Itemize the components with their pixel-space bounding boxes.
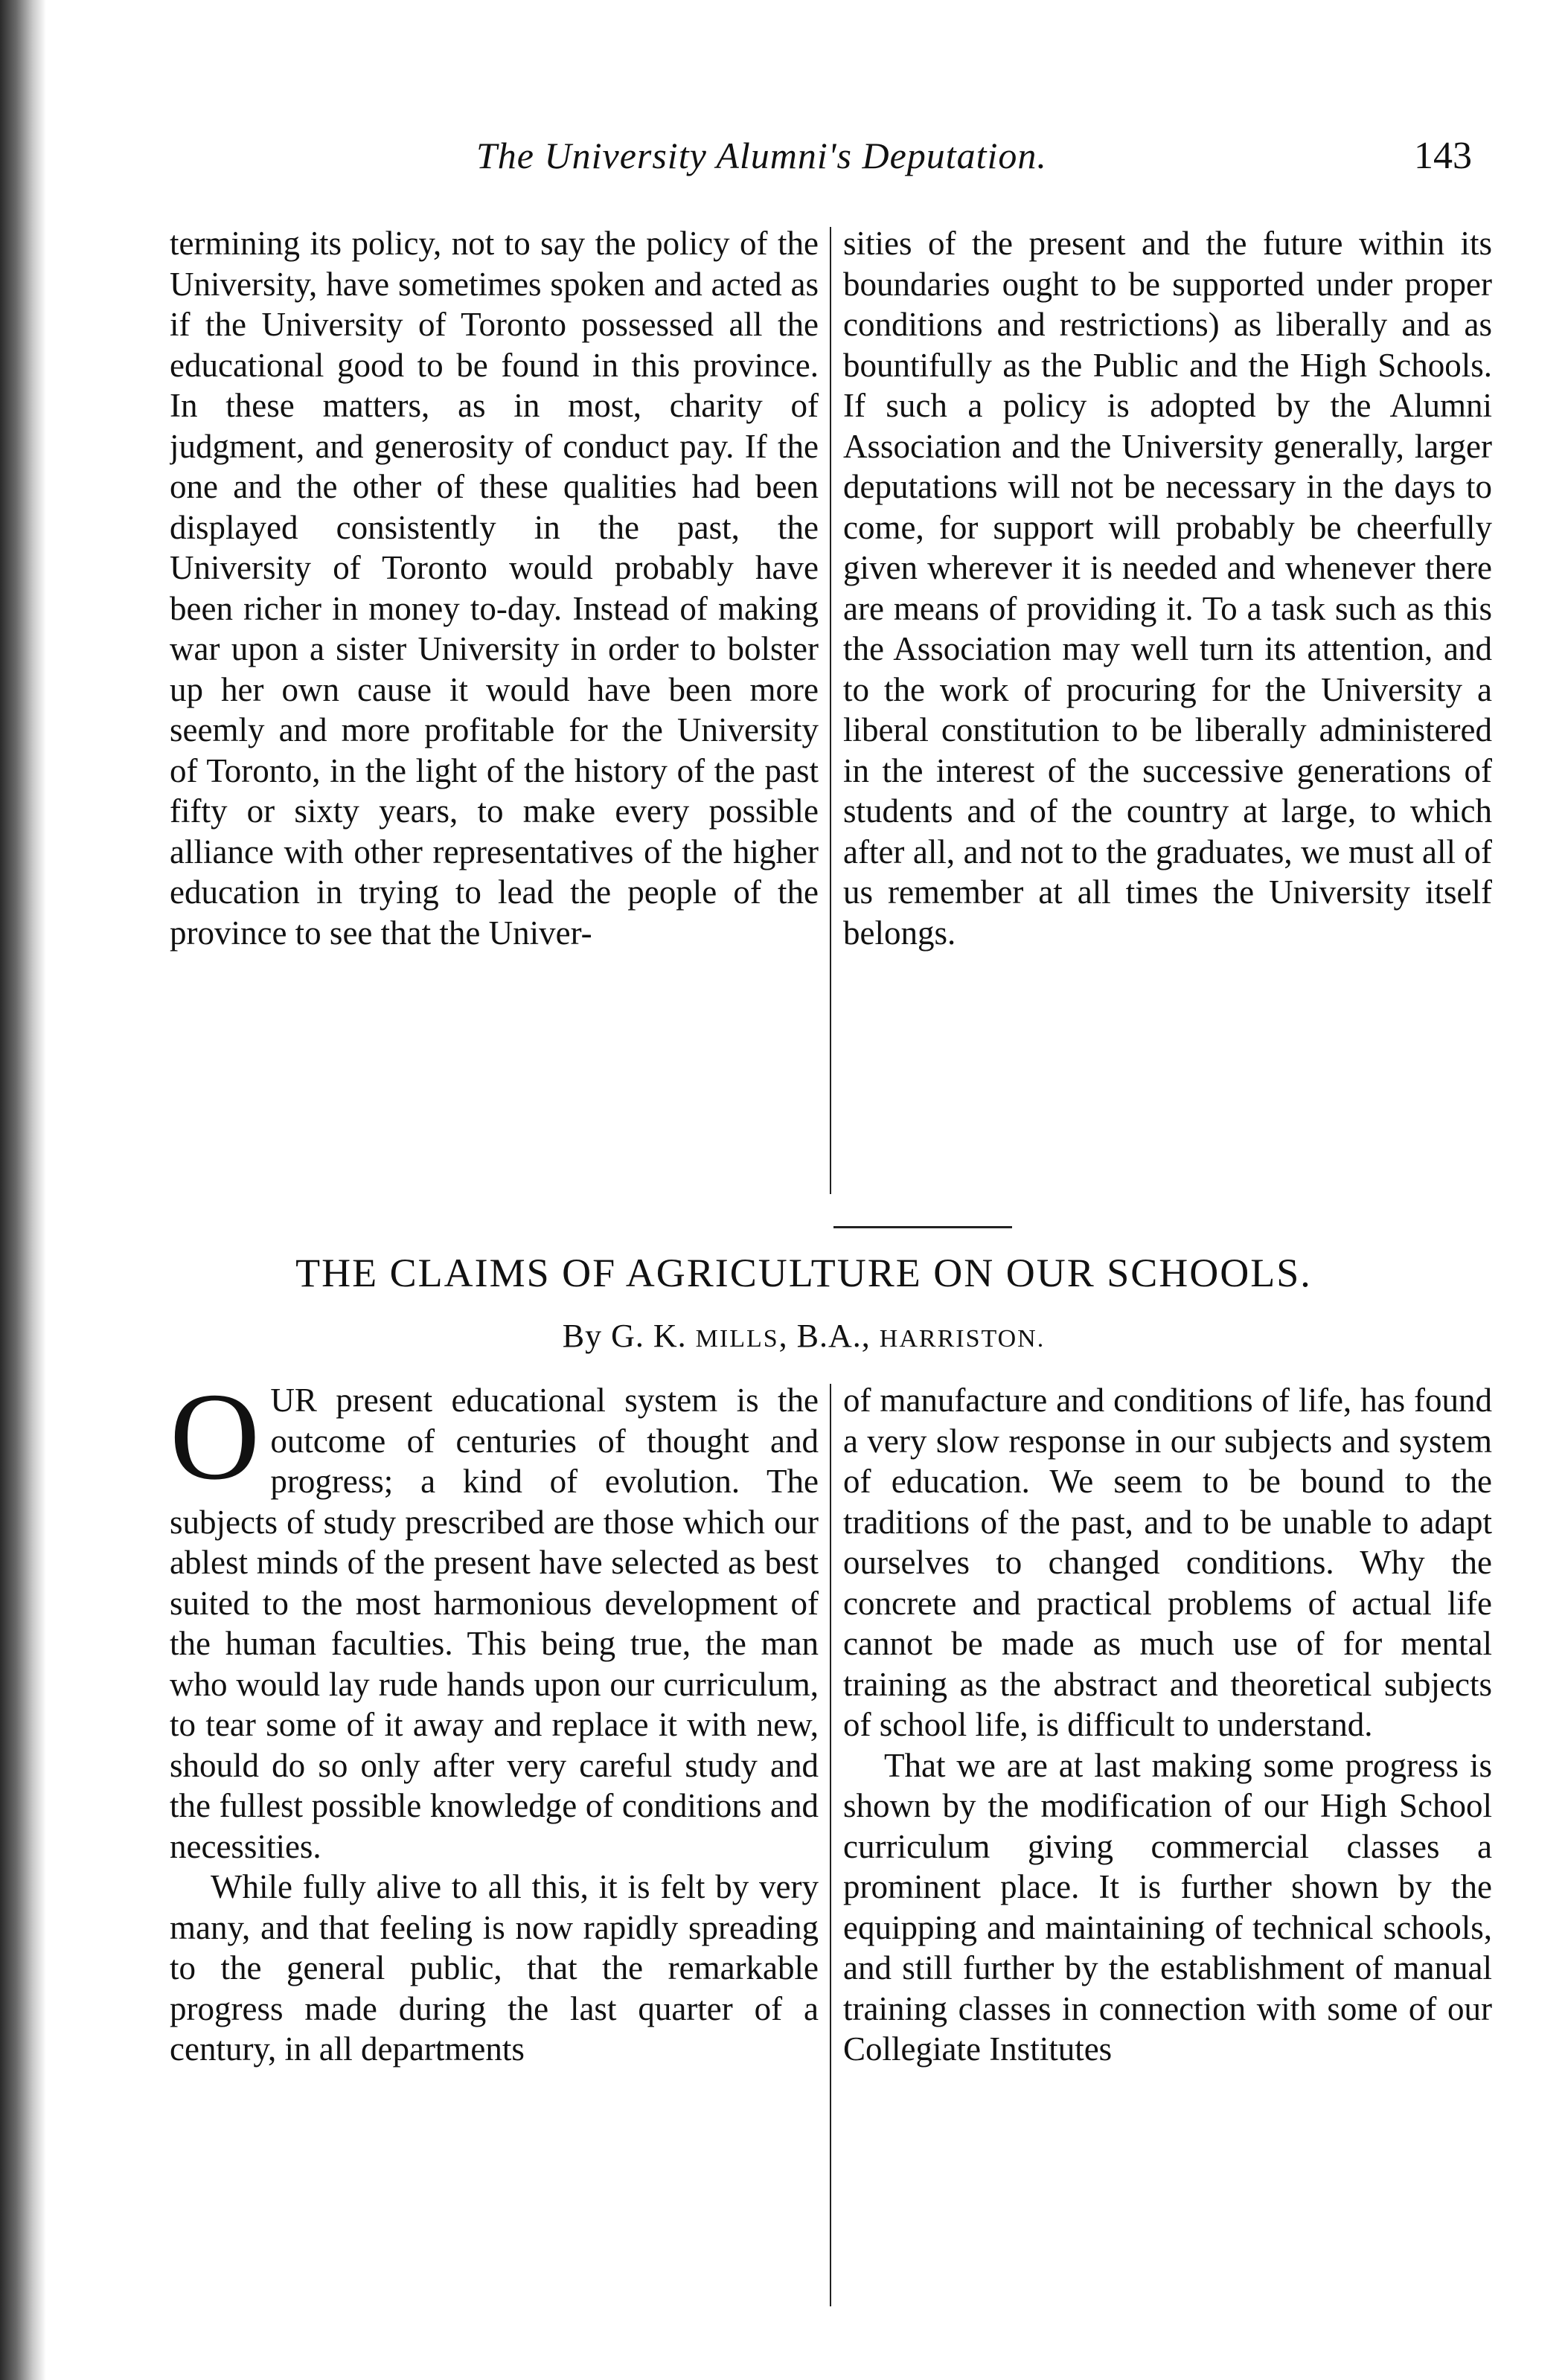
- column-divider-top: [830, 227, 831, 1194]
- second-article-left-para-1: UR present educational system is the outcome of centuries of thought and progress; a kind of evolution. The subjects of study prescribed are those which our ablest minds of the present have selected as best suited to the most harmonious development of the human faculties. This being true, the man who would lay rude hands upon our curriculum, to tear some of it away and replace it with new, should do so only after very careful study and the fullest possible knowledge of conditions and necessities.: [170, 1382, 819, 1865]
- second-article-left-column: [170, 1380, 819, 2318]
- byline-place: HARRISTON.: [879, 1325, 1046, 1353]
- first-article-right-column: [843, 223, 1492, 1205]
- byline-degree: , B.A.,: [778, 1318, 880, 1354]
- byline: [164, 1317, 1444, 1355]
- page-number: 143: [1414, 135, 1472, 177]
- byline-prefix: By G. K.: [562, 1318, 696, 1354]
- second-article-right-column: [843, 1380, 1492, 2318]
- binding-edge: [0, 0, 46, 2380]
- first-article-right-text: sities of the present and the future within its boundaries ought to be supported under proper conditions and restrictions) as liberally and as bountifully as the Public and the High Schools. If such a policy is adopted by the Alumni Association and the University generally, larger deputations will not be necessary in the days to come, for support will probably be cheerfully given wherever it is needed and whenever there are means of providing it. To a task such as this the Association may well turn its attention, and to the work of procuring for the University a liberal constitution to be liberally administered in the interest of the successive generations of students and of the country at large, to which after all, and not to the graduates, we must all of us remember at all times the University itself belongs.: [843, 225, 1492, 952]
- running-head: The University Alumni's Deputation.: [476, 135, 1047, 176]
- second-article-right-para-2: That we are at last making some progress is shown by the modification of our High School curriculum giving commercial classes a prominent place. It is further shown by the equipping and maintaining of technical schools, and still further by the establishment of manual training classes in connection with some of our Collegiate Institutes: [843, 1746, 1492, 2068]
- column-divider-bottom: [830, 1384, 831, 2306]
- byline-surname: MILLS: [695, 1325, 779, 1353]
- article-title: THE CLAIMS OF AGRICULTURE ON OUR SCHOOLS.: [295, 1251, 1312, 1295]
- first-article-left-text: termining its policy, not to say the policy of the University, have sometimes spoken and acted as if the University of Toronto possessed all the educational good to be found in this province. In these matters, as in most, charity of judgment, and generosity of conduct pay. If the one and the other of these qualities had been displayed consistently in the past, the University of Toronto would probably have been richer in money to-day. Instead of making war upon a sister University in order to bolster up her own cause it would have been more seemly and more profitable for the University of Toronto, in the light of the history of the past fifty or sixty years, to make every possible alliance with other representatives of the higher education in trying to lead the people of the province to see that the Univer-: [170, 225, 819, 952]
- section-rule: [833, 1226, 1012, 1228]
- second-article-left-para-2: While fully alive to all this, it is felt by very many, and that feeling is now rapidly spreading to the general public, that the remarkable progress made during the last quarter of a century, in all departments: [170, 1868, 819, 2068]
- drop-cap: O: [170, 1380, 260, 1506]
- first-article-left-column: [170, 223, 819, 1205]
- second-article-right-para-1: of manufacture and conditions of life, has found a very slow response in our subjects and system of education. We seem to be bound to the traditions of the past, and to be unable to adapt ourselves to changed conditions. Why the concrete and practical problems of actual life cannot be made as much use of for mental training as the abstract and theoretical subjects of school life, is difficult to understand.: [843, 1382, 1492, 1743]
